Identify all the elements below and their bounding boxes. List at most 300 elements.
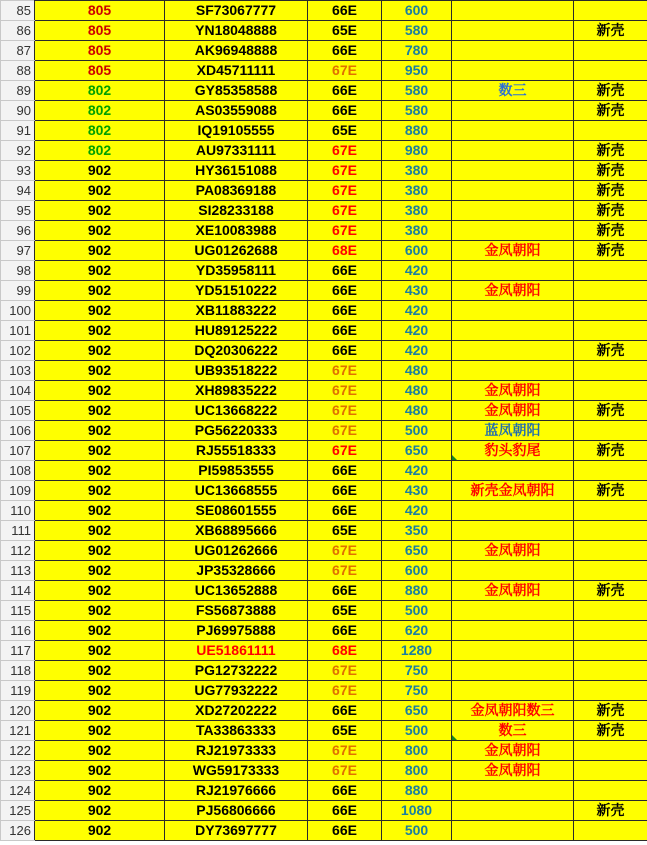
model-cell[interactable]	[308, 521, 382, 541]
row-number[interactable]	[1, 421, 35, 441]
tag-cell[interactable]	[574, 41, 647, 61]
model-cell[interactable]	[308, 61, 382, 81]
code-cell[interactable]	[35, 381, 165, 401]
row-number[interactable]	[1, 561, 35, 581]
model-cell[interactable]	[308, 501, 382, 521]
code-cell[interactable]	[35, 741, 165, 761]
code-cell[interactable]	[35, 241, 165, 261]
price-cell[interactable]	[382, 621, 452, 641]
price-cell[interactable]	[382, 541, 452, 561]
code-cell[interactable]	[35, 321, 165, 341]
tag-cell[interactable]	[574, 741, 647, 761]
price-cell[interactable]	[382, 61, 452, 81]
row-number[interactable]	[1, 1, 35, 21]
code-cell[interactable]	[35, 461, 165, 481]
tag-cell[interactable]	[574, 121, 647, 141]
note-cell[interactable]	[452, 661, 574, 681]
row-number[interactable]	[1, 81, 35, 101]
row-number[interactable]	[1, 141, 35, 161]
note-cell[interactable]	[452, 1, 574, 21]
model-cell[interactable]	[308, 421, 382, 441]
price-cell[interactable]	[382, 721, 452, 741]
row-number[interactable]	[1, 541, 35, 561]
row-number[interactable]	[1, 581, 35, 601]
note-cell[interactable]	[452, 141, 574, 161]
note-cell[interactable]	[452, 381, 574, 401]
plate-cell[interactable]	[165, 161, 308, 181]
note-cell[interactable]	[452, 581, 574, 601]
price-cell[interactable]	[382, 741, 452, 761]
plate-cell[interactable]	[165, 341, 308, 361]
plate-cell[interactable]	[165, 301, 308, 321]
model-cell[interactable]	[308, 601, 382, 621]
price-cell[interactable]	[382, 661, 452, 681]
row-number[interactable]	[1, 181, 35, 201]
row-number[interactable]	[1, 201, 35, 221]
price-cell[interactable]	[382, 41, 452, 61]
tag-cell[interactable]	[574, 581, 647, 601]
plate-cell[interactable]	[165, 101, 308, 121]
model-cell[interactable]	[308, 461, 382, 481]
row-number[interactable]	[1, 261, 35, 281]
model-cell[interactable]	[308, 161, 382, 181]
model-cell[interactable]	[308, 321, 382, 341]
price-cell[interactable]	[382, 761, 452, 781]
price-cell[interactable]	[382, 221, 452, 241]
model-cell[interactable]	[308, 201, 382, 221]
note-cell[interactable]	[452, 121, 574, 141]
tag-cell[interactable]	[574, 281, 647, 301]
tag-cell[interactable]	[574, 221, 647, 241]
price-cell[interactable]	[382, 641, 452, 661]
row-number[interactable]	[1, 61, 35, 81]
tag-cell[interactable]	[574, 701, 647, 721]
price-cell[interactable]	[382, 181, 452, 201]
row-number[interactable]	[1, 681, 35, 701]
note-cell[interactable]	[452, 241, 574, 261]
plate-cell[interactable]	[165, 441, 308, 461]
plate-cell[interactable]	[165, 361, 308, 381]
plate-cell[interactable]	[165, 1, 308, 21]
model-cell[interactable]	[308, 801, 382, 821]
tag-cell[interactable]	[574, 681, 647, 701]
tag-cell[interactable]	[574, 341, 647, 361]
price-cell[interactable]	[382, 1, 452, 21]
price-cell[interactable]	[382, 481, 452, 501]
code-cell[interactable]	[35, 681, 165, 701]
row-number[interactable]	[1, 41, 35, 61]
row-number[interactable]	[1, 661, 35, 681]
note-cell[interactable]	[452, 61, 574, 81]
row-number[interactable]	[1, 501, 35, 521]
model-cell[interactable]	[308, 681, 382, 701]
row-number[interactable]	[1, 741, 35, 761]
code-cell[interactable]	[35, 341, 165, 361]
code-cell[interactable]	[35, 821, 165, 841]
tag-cell[interactable]	[574, 401, 647, 421]
model-cell-text: 65E	[332, 22, 357, 38]
code-cell[interactable]	[35, 661, 165, 681]
tag-cell[interactable]	[574, 561, 647, 581]
note-cell[interactable]	[452, 681, 574, 701]
tag-cell[interactable]	[574, 801, 647, 821]
code-cell[interactable]	[35, 441, 165, 461]
tag-cell[interactable]	[574, 601, 647, 621]
model-cell[interactable]	[308, 401, 382, 421]
tag-cell[interactable]	[574, 761, 647, 781]
code-cell[interactable]	[35, 21, 165, 41]
row-number[interactable]	[1, 281, 35, 301]
row-number-text: 101	[9, 323, 31, 338]
model-cell[interactable]	[308, 241, 382, 261]
row-number[interactable]	[1, 621, 35, 641]
row-number[interactable]	[1, 781, 35, 801]
price-cell[interactable]	[382, 601, 452, 621]
row-number[interactable]	[1, 441, 35, 461]
row-number[interactable]	[1, 381, 35, 401]
note-cell[interactable]	[452, 721, 574, 741]
tag-cell[interactable]	[574, 541, 647, 561]
tag-cell[interactable]	[574, 481, 647, 501]
code-cell[interactable]	[35, 721, 165, 741]
tag-cell[interactable]	[574, 61, 647, 81]
plate-cell[interactable]	[165, 181, 308, 201]
plate-cell[interactable]	[165, 661, 308, 681]
model-cell[interactable]	[308, 661, 382, 681]
tag-cell[interactable]	[574, 361, 647, 381]
tag-cell[interactable]	[574, 661, 647, 681]
plate-cell[interactable]	[165, 541, 308, 561]
plate-cell[interactable]	[165, 641, 308, 661]
price-cell[interactable]	[382, 521, 452, 541]
model-cell[interactable]	[308, 561, 382, 581]
code-cell[interactable]	[35, 421, 165, 441]
model-cell[interactable]	[308, 821, 382, 841]
row-number[interactable]	[1, 601, 35, 621]
note-cell[interactable]	[452, 281, 574, 301]
price-cell[interactable]	[382, 261, 452, 281]
price-cell[interactable]	[382, 361, 452, 381]
model-cell[interactable]	[308, 121, 382, 141]
tag-cell[interactable]	[574, 641, 647, 661]
note-cell[interactable]	[452, 161, 574, 181]
plate-cell[interactable]	[165, 761, 308, 781]
price-cell[interactable]	[382, 561, 452, 581]
price-cell[interactable]	[382, 141, 452, 161]
plate-cell[interactable]	[165, 801, 308, 821]
plate-cell[interactable]	[165, 401, 308, 421]
tag-cell[interactable]	[574, 441, 647, 461]
code-cell[interactable]	[35, 261, 165, 281]
note-cell[interactable]	[452, 421, 574, 441]
note-cell[interactable]	[452, 541, 574, 561]
note-cell[interactable]	[452, 801, 574, 821]
row-number[interactable]	[1, 301, 35, 321]
model-cell[interactable]	[308, 441, 382, 461]
tag-cell[interactable]	[574, 321, 647, 341]
row-number[interactable]	[1, 341, 35, 361]
price-cell[interactable]	[382, 421, 452, 441]
plate-cell[interactable]	[165, 681, 308, 701]
note-cell[interactable]	[452, 481, 574, 501]
tag-cell[interactable]	[574, 201, 647, 221]
code-cell[interactable]	[35, 401, 165, 421]
model-cell[interactable]	[308, 221, 382, 241]
note-cell[interactable]	[452, 701, 574, 721]
model-cell[interactable]	[308, 301, 382, 321]
model-cell[interactable]	[308, 721, 382, 741]
plate-cell[interactable]	[165, 741, 308, 761]
model-cell[interactable]	[308, 81, 382, 101]
model-cell[interactable]	[308, 541, 382, 561]
code-cell[interactable]	[35, 601, 165, 621]
plate-cell[interactable]	[165, 81, 308, 101]
tag-cell[interactable]	[574, 421, 647, 441]
note-cell[interactable]	[452, 261, 574, 281]
model-cell[interactable]	[308, 741, 382, 761]
code-cell[interactable]	[35, 801, 165, 821]
code-cell[interactable]	[35, 181, 165, 201]
plate-cell[interactable]	[165, 381, 308, 401]
row-number[interactable]	[1, 161, 35, 181]
code-cell[interactable]	[35, 301, 165, 321]
row-number[interactable]	[1, 801, 35, 821]
tag-cell[interactable]	[574, 781, 647, 801]
tag-cell[interactable]	[574, 21, 647, 41]
tag-cell[interactable]	[574, 381, 647, 401]
code-cell[interactable]	[35, 281, 165, 301]
code-cell[interactable]	[35, 621, 165, 641]
plate-cell[interactable]	[165, 121, 308, 141]
tag-cell[interactable]	[574, 1, 647, 21]
price-cell[interactable]	[382, 401, 452, 421]
row-number[interactable]	[1, 241, 35, 261]
model-cell[interactable]	[308, 1, 382, 21]
code-cell[interactable]	[35, 221, 165, 241]
note-cell[interactable]	[452, 601, 574, 621]
tag-cell[interactable]	[574, 501, 647, 521]
tag-cell[interactable]	[574, 101, 647, 121]
plate-cell[interactable]	[165, 201, 308, 221]
price-cell[interactable]	[382, 501, 452, 521]
code-cell[interactable]	[35, 521, 165, 541]
price-cell-text: 380	[404, 202, 429, 218]
plate-cell[interactable]	[165, 601, 308, 621]
tag-cell[interactable]	[574, 521, 647, 541]
model-cell[interactable]	[308, 21, 382, 41]
row-number-text: 98	[16, 263, 31, 278]
code-cell[interactable]	[35, 161, 165, 181]
model-cell[interactable]	[308, 781, 382, 801]
model-cell[interactable]	[308, 481, 382, 501]
note-cell[interactable]	[452, 561, 574, 581]
plate-cell[interactable]	[165, 141, 308, 161]
code-cell[interactable]	[35, 41, 165, 61]
price-cell[interactable]	[382, 441, 452, 461]
price-cell[interactable]	[382, 161, 452, 181]
code-cell[interactable]	[35, 361, 165, 381]
note-cell[interactable]	[452, 461, 574, 481]
note-cell[interactable]	[452, 341, 574, 361]
note-cell[interactable]	[452, 221, 574, 241]
table-row	[1, 801, 647, 821]
note-cell[interactable]	[452, 41, 574, 61]
note-cell[interactable]	[452, 821, 574, 841]
price-cell[interactable]	[382, 101, 452, 121]
note-cell[interactable]	[452, 81, 574, 101]
code-cell[interactable]	[35, 701, 165, 721]
note-cell[interactable]	[452, 501, 574, 521]
price-cell[interactable]	[382, 201, 452, 221]
plate-cell[interactable]	[165, 461, 308, 481]
tag-cell[interactable]	[574, 141, 647, 161]
price-cell[interactable]	[382, 681, 452, 701]
code-cell[interactable]	[35, 101, 165, 121]
price-cell[interactable]	[382, 461, 452, 481]
note-cell[interactable]	[452, 301, 574, 321]
plate-cell[interactable]	[165, 21, 308, 41]
plate-cell[interactable]	[165, 281, 308, 301]
model-cell[interactable]	[308, 341, 382, 361]
model-cell[interactable]	[308, 141, 382, 161]
row-number[interactable]	[1, 361, 35, 381]
row-number[interactable]	[1, 761, 35, 781]
row-number-text: 110	[10, 503, 31, 518]
price-cell[interactable]	[382, 21, 452, 41]
model-cell[interactable]	[308, 101, 382, 121]
plate-cell[interactable]	[165, 321, 308, 341]
plate-cell[interactable]	[165, 821, 308, 841]
note-cell[interactable]	[452, 181, 574, 201]
price-cell[interactable]	[382, 581, 452, 601]
price-cell[interactable]	[382, 121, 452, 141]
price-cell[interactable]	[382, 341, 452, 361]
note-cell[interactable]	[452, 201, 574, 221]
price-cell[interactable]	[382, 781, 452, 801]
tag-cell[interactable]	[574, 821, 647, 841]
price-cell[interactable]	[382, 801, 452, 821]
row-number[interactable]	[1, 701, 35, 721]
code-cell[interactable]	[35, 81, 165, 101]
plate-cell[interactable]	[165, 701, 308, 721]
code-cell[interactable]	[35, 141, 165, 161]
model-cell[interactable]	[308, 261, 382, 281]
note-cell[interactable]	[452, 621, 574, 641]
code-cell[interactable]	[35, 501, 165, 521]
row-number[interactable]	[1, 121, 35, 141]
note-cell[interactable]	[452, 741, 574, 761]
price-cell[interactable]	[382, 321, 452, 341]
plate-cell[interactable]	[165, 621, 308, 641]
code-cell[interactable]	[35, 61, 165, 81]
plate-cell[interactable]	[165, 41, 308, 61]
model-cell[interactable]	[308, 581, 382, 601]
tag-cell[interactable]	[574, 621, 647, 641]
plate-cell[interactable]	[165, 241, 308, 261]
plate-cell[interactable]	[165, 501, 308, 521]
model-cell[interactable]	[308, 701, 382, 721]
tag-cell[interactable]	[574, 301, 647, 321]
model-cell[interactable]	[308, 41, 382, 61]
row-number[interactable]	[1, 521, 35, 541]
price-cell[interactable]	[382, 281, 452, 301]
code-cell[interactable]	[35, 481, 165, 501]
note-cell[interactable]	[452, 441, 574, 461]
model-cell[interactable]	[308, 621, 382, 641]
code-cell[interactable]	[35, 641, 165, 661]
price-cell[interactable]	[382, 301, 452, 321]
row-number[interactable]	[1, 21, 35, 41]
note-cell[interactable]	[452, 521, 574, 541]
plate-cell[interactable]	[165, 561, 308, 581]
model-cell[interactable]	[308, 641, 382, 661]
plate-cell[interactable]	[165, 781, 308, 801]
code-cell[interactable]	[35, 121, 165, 141]
tag-cell[interactable]	[574, 161, 647, 181]
plate-cell[interactable]	[165, 481, 308, 501]
note-cell[interactable]	[452, 781, 574, 801]
row-number[interactable]	[1, 641, 35, 661]
row-number[interactable]	[1, 221, 35, 241]
note-cell[interactable]	[452, 641, 574, 661]
tag-cell[interactable]	[574, 721, 647, 741]
tag-cell[interactable]	[574, 241, 647, 261]
code-cell[interactable]	[35, 561, 165, 581]
plate-cell[interactable]	[165, 521, 308, 541]
price-cell[interactable]	[382, 821, 452, 841]
model-cell[interactable]	[308, 761, 382, 781]
note-cell[interactable]	[452, 761, 574, 781]
row-number[interactable]	[1, 101, 35, 121]
row-number[interactable]	[1, 461, 35, 481]
code-cell[interactable]	[35, 201, 165, 221]
plate-cell[interactable]	[165, 61, 308, 81]
model-cell[interactable]	[308, 181, 382, 201]
price-cell[interactable]	[382, 381, 452, 401]
model-cell[interactable]	[308, 381, 382, 401]
plate-cell[interactable]	[165, 421, 308, 441]
price-cell[interactable]	[382, 81, 452, 101]
model-cell[interactable]	[308, 361, 382, 381]
plate-cell[interactable]	[165, 261, 308, 281]
code-cell[interactable]	[35, 1, 165, 21]
note-cell[interactable]	[452, 321, 574, 341]
row-number[interactable]	[1, 821, 35, 841]
note-cell[interactable]	[452, 21, 574, 41]
model-cell[interactable]	[308, 281, 382, 301]
row-number[interactable]	[1, 321, 35, 341]
plate-cell[interactable]	[165, 581, 308, 601]
code-cell[interactable]	[35, 761, 165, 781]
tag-cell[interactable]	[574, 261, 647, 281]
row-number[interactable]	[1, 481, 35, 501]
price-cell[interactable]	[382, 241, 452, 261]
plate-cell[interactable]	[165, 221, 308, 241]
plate-cell[interactable]	[165, 721, 308, 741]
row-number[interactable]	[1, 721, 35, 741]
tag-cell[interactable]	[574, 461, 647, 481]
code-cell[interactable]	[35, 581, 165, 601]
note-cell[interactable]	[452, 101, 574, 121]
note-cell[interactable]	[452, 401, 574, 421]
price-cell[interactable]	[382, 701, 452, 721]
tag-cell[interactable]	[574, 181, 647, 201]
row-number[interactable]	[1, 401, 35, 421]
code-cell[interactable]	[35, 541, 165, 561]
tag-cell[interactable]	[574, 81, 647, 101]
code-cell[interactable]	[35, 781, 165, 801]
note-cell[interactable]	[452, 361, 574, 381]
